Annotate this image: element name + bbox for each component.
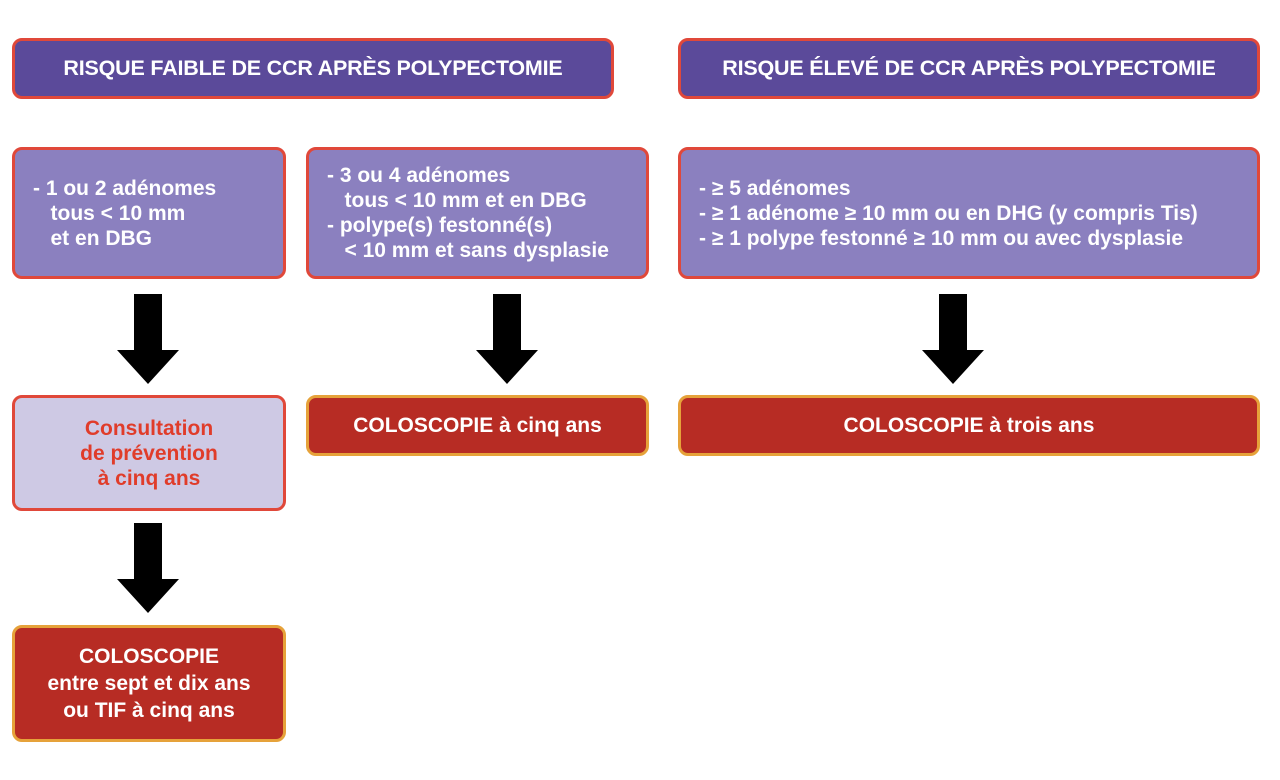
criteria-box-1 — [12, 147, 286, 279]
criteria-line: - ≥ 1 adénome ≥ 10 mm ou en DHG (y compris Tis) — [699, 201, 1198, 225]
coloscopie-five-years-text: COLOSCOPIE à cinq ans — [353, 414, 602, 437]
down-arrow-icon — [922, 294, 984, 384]
high-risk-header — [678, 38, 1260, 99]
criteria-line: tous < 10 mm et en DBG — [327, 189, 587, 212]
consultation-box — [12, 395, 286, 511]
criteria-line: et en DBG — [33, 226, 153, 250]
consultation-line: Consultation — [84, 416, 214, 440]
coloscopie-final-line: entre sept et dix ans — [47, 672, 251, 695]
coloscopie-final-line: ou TIF à cinq ans — [63, 699, 235, 722]
coloscopie-five-years-box — [306, 395, 649, 456]
low-risk-header — [12, 38, 614, 99]
criteria-box-2 — [306, 147, 649, 279]
consultation-line: à cinq ans — [97, 466, 201, 490]
coloscopie-three-years-text: COLOSCOPIE à trois ans — [843, 414, 1095, 437]
criteria-line: - polype(s) festonné(s) — [327, 214, 553, 237]
down-arrow-icon — [117, 294, 179, 384]
criteria-box-3 — [678, 147, 1260, 279]
criteria-line: - ≥ 1 polype festonné ≥ 10 mm ou avec dysplasie — [699, 226, 1184, 250]
criteria-line: - ≥ 5 adénomes — [699, 176, 851, 200]
down-arrow-icon — [117, 523, 179, 613]
coloscopie-three-years-box — [678, 395, 1260, 456]
consultation-line: de prévention — [80, 441, 218, 465]
coloscopie-final-line: COLOSCOPIE — [78, 645, 220, 668]
criteria-line: tous < 10 mm — [33, 201, 186, 225]
high-risk-header-text: RISQUE ÉLEVÉ DE CCR APRÈS POLYPECTOMIE — [722, 56, 1216, 80]
criteria-line: < 10 mm et sans dysplasie — [327, 239, 609, 262]
criteria-line: - 1 ou 2 adénomes — [33, 176, 217, 200]
low-risk-header-text: RISQUE FAIBLE DE CCR APRÈS POLYPECTOMIE — [63, 56, 563, 80]
coloscopie-final-box — [12, 625, 286, 742]
down-arrow-icon — [476, 294, 538, 384]
criteria-line: - 3 ou 4 adénomes — [327, 164, 511, 187]
